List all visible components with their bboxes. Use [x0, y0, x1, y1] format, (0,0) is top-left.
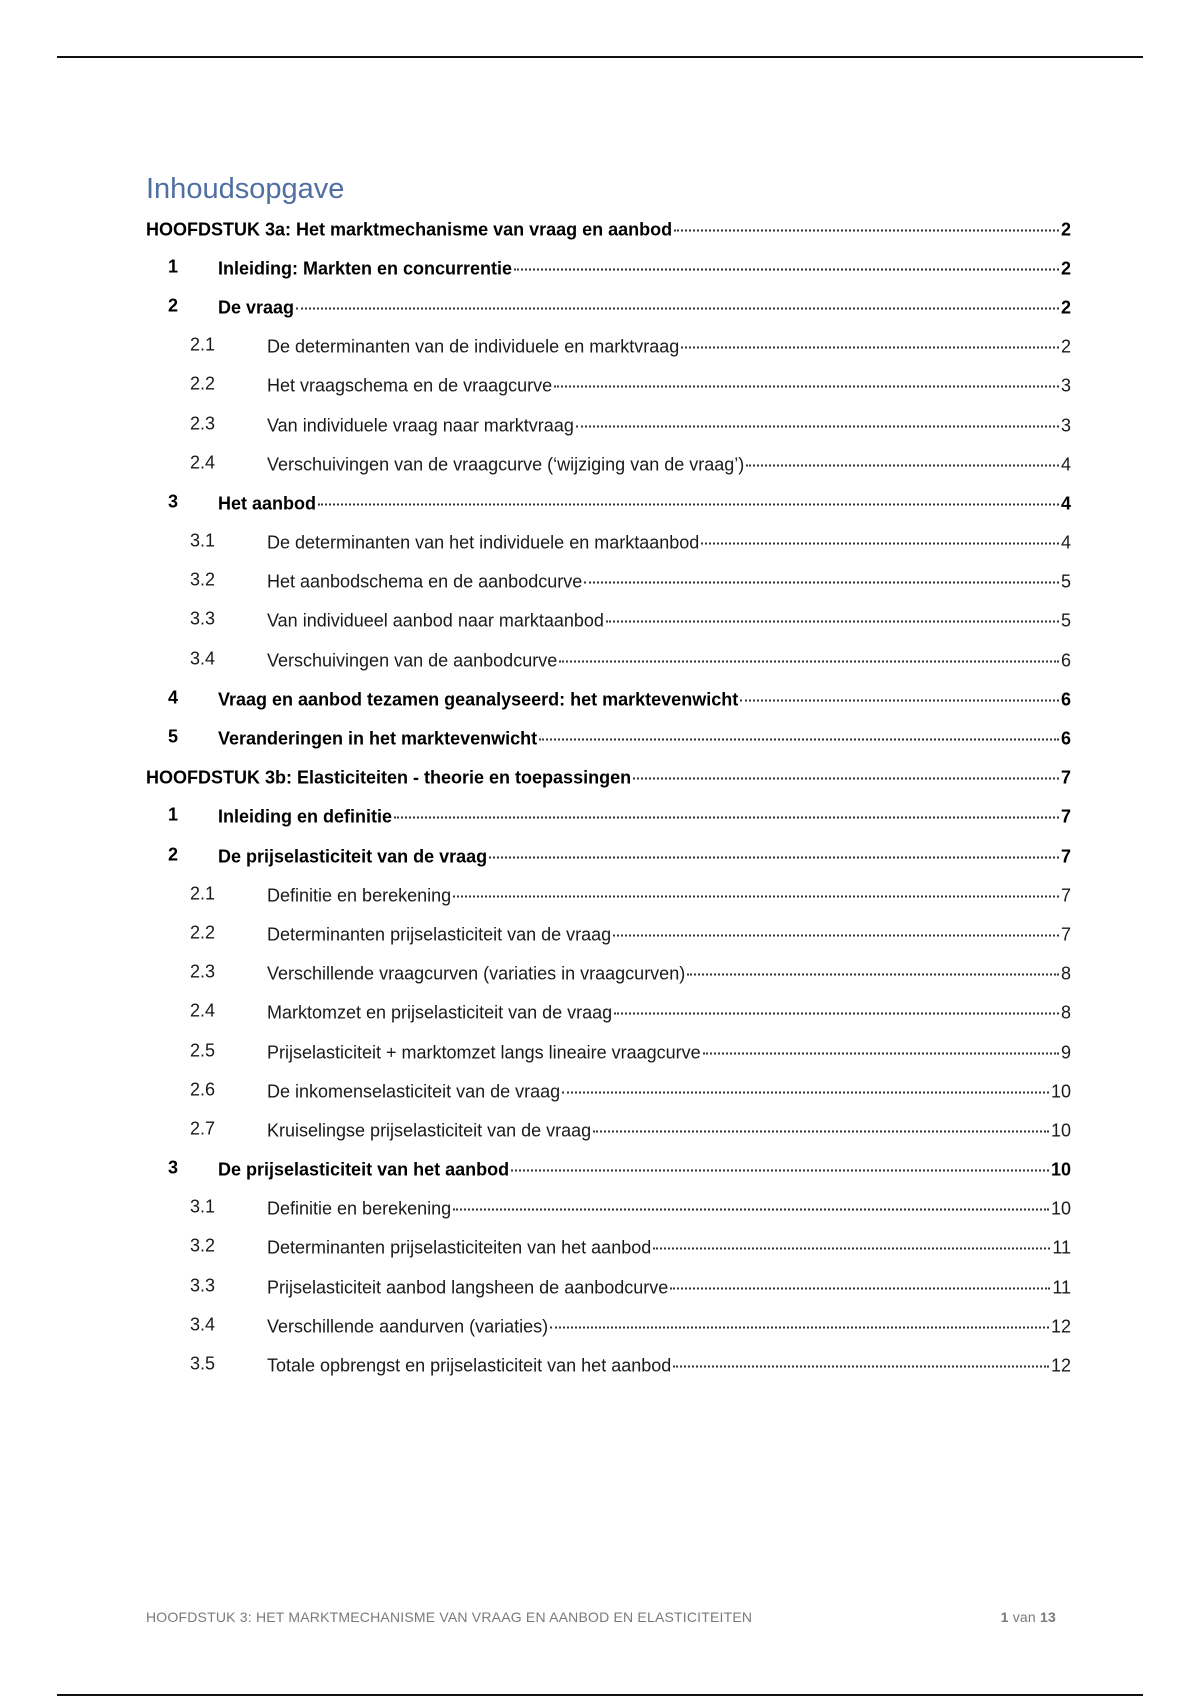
toc-entry-number: 2.3 — [190, 413, 216, 434]
toc-entry-number: 4 — [168, 687, 179, 708]
toc-dot-leader — [559, 642, 1059, 662]
toc-entry-number: 3.5 — [190, 1353, 216, 1374]
toc-entry-label[interactable]: De inkomenselasticiteit van de vraag — [267, 1081, 561, 1102]
toc-entry[interactable] — [146, 1109, 1071, 1148]
toc-dot-leader — [673, 1348, 1049, 1368]
toc-dot-leader — [453, 1191, 1049, 1211]
toc-entry[interactable] — [146, 600, 1071, 639]
toc-entry-label[interactable]: Kruiselingse prijselasticiteit van de vraag — [267, 1120, 592, 1141]
toc-entry-page[interactable]: 4 — [1060, 454, 1071, 475]
toc-entry-label[interactable]: Prijselasticiteit + marktomzet langs lineaire vraagcurve — [267, 1042, 701, 1063]
toc-entry-label[interactable]: Verschuivingen van de vraagcurve (‘wijziging van de vraag’) — [267, 454, 745, 475]
toc-entry-page[interactable]: 12 — [1050, 1316, 1071, 1337]
toc-entry-label[interactable]: Van individueel aanbod naar marktaanbod — [267, 610, 604, 631]
toc-entry[interactable] — [146, 1070, 1071, 1109]
toc-entry-label[interactable]: Definitie en berekening — [267, 885, 452, 906]
toc-entry-number: 3.4 — [190, 1314, 216, 1335]
toc-dot-leader — [703, 1034, 1059, 1054]
footer-page-total: 13 — [1040, 1609, 1056, 1625]
toc-entry-label[interactable]: Marktomzet en prijselasticiteit van de vraag — [267, 1002, 613, 1023]
toc-entry-number: 3 — [168, 1157, 179, 1178]
toc-entry[interactable] — [146, 443, 1071, 482]
toc-entry-page[interactable]: 7 — [1060, 924, 1071, 945]
toc-entry-page[interactable]: 12 — [1050, 1355, 1071, 1376]
toc-entry-page[interactable]: 2 — [1060, 219, 1071, 240]
toc-entry-page[interactable]: 8 — [1060, 1002, 1071, 1023]
toc-entry-page[interactable]: 4 — [1060, 493, 1071, 514]
toc-entry[interactable] — [146, 1188, 1071, 1227]
toc-entry-number: 1 — [168, 804, 179, 825]
toc-dot-leader — [296, 289, 1059, 309]
toc-entry-label[interactable]: Het vraagschema en de vraagcurve — [267, 375, 553, 396]
toc-entry-number: 3.1 — [190, 1196, 216, 1217]
toc-entry-number: 2 — [168, 844, 179, 865]
toc-entry[interactable] — [146, 992, 1071, 1031]
toc-entry-page[interactable]: 5 — [1060, 610, 1071, 631]
toc-dot-leader — [453, 877, 1059, 897]
toc-entry-label[interactable]: Totale opbrengst en prijselasticiteit van het aanbod — [267, 1355, 672, 1376]
toc-entry-page[interactable]: 10 — [1050, 1198, 1071, 1219]
toc-dot-leader — [614, 995, 1059, 1015]
table-of-contents — [146, 172, 1071, 1384]
toc-entry-page[interactable]: 6 — [1060, 728, 1071, 749]
footer-page-current: 1 — [1000, 1609, 1009, 1625]
toc-entry-number: 2.7 — [190, 1118, 216, 1139]
toc-dot-leader — [740, 681, 1059, 701]
toc-entry-number: 3.2 — [190, 569, 216, 590]
toc-dot-leader — [593, 1112, 1049, 1132]
toc-entry-label[interactable]: Vraag en aanbod tezamen geanalyseerd: het marktevenwicht — [218, 689, 739, 710]
toc-entry[interactable] — [146, 286, 1071, 325]
toc-entry[interactable] — [146, 835, 1071, 874]
toc-dot-leader — [633, 760, 1059, 780]
toc-entry[interactable] — [146, 1227, 1071, 1266]
footer-page-number — [1001, 1609, 1056, 1625]
toc-entry[interactable] — [146, 796, 1071, 835]
toc-entry-page[interactable]: 10 — [1050, 1120, 1071, 1141]
toc-entry-label[interactable]: Definitie en berekening — [267, 1198, 452, 1219]
toc-entry[interactable] — [146, 561, 1071, 600]
toc-entry[interactable] — [146, 326, 1071, 365]
toc-dot-leader — [550, 1308, 1049, 1328]
toc-entry[interactable] — [146, 404, 1071, 443]
header-rule — [57, 56, 1143, 58]
toc-dot-leader — [318, 485, 1059, 505]
toc-entry[interactable] — [146, 247, 1071, 286]
footer-chapter-title: HOOFDSTUK 3: HET MARKTMECHANISME VAN VRAAG EN AANBOD EN ELASTICITEITEN — [146, 1609, 753, 1625]
toc-entry-label[interactable]: Het aanbodschema en de aanbodcurve — [267, 571, 583, 592]
toc-entry[interactable] — [146, 639, 1071, 678]
toc-entry-page[interactable]: 7 — [1060, 846, 1071, 867]
toc-entry-label[interactable]: De prijselasticiteit van het aanbod — [218, 1159, 510, 1180]
toc-entry-number: 2 — [168, 295, 179, 316]
toc-dot-leader — [674, 211, 1059, 231]
toc-entry-number: 3.1 — [190, 530, 216, 551]
toc-entry-label[interactable]: De determinanten van het individuele en marktaanbod — [267, 532, 700, 553]
toc-entry[interactable] — [146, 874, 1071, 913]
toc-entry[interactable] — [146, 208, 1071, 247]
toc-entry-number: 2.2 — [190, 373, 216, 394]
toc-entry[interactable] — [146, 482, 1071, 521]
toc-entry-label[interactable]: Verschillende aandurven (variaties) — [267, 1316, 549, 1337]
toc-entry-label[interactable]: Veranderingen in het marktevenwicht — [218, 728, 538, 749]
toc-entry-number: 1 — [168, 256, 179, 277]
toc-entry[interactable] — [146, 1031, 1071, 1070]
toc-entry-page[interactable]: 7 — [1060, 885, 1071, 906]
toc-entry-number: 2.1 — [190, 883, 216, 904]
toc-entry[interactable] — [146, 1149, 1071, 1188]
toc-entry-page[interactable]: 2 — [1060, 297, 1071, 318]
toc-entry[interactable] — [146, 1305, 1071, 1344]
toc-dot-leader — [554, 368, 1059, 388]
toc-entry-page[interactable]: 10 — [1050, 1159, 1071, 1180]
toc-dot-leader — [394, 799, 1059, 819]
toc-entry-page[interactable]: 2 — [1060, 258, 1071, 279]
toc-dot-leader — [584, 564, 1059, 584]
toc-entry[interactable] — [146, 1344, 1071, 1383]
toc-entry-page[interactable]: 6 — [1060, 689, 1071, 710]
toc-entry-number: 2.3 — [190, 961, 216, 982]
toc-entry-label[interactable]: Verschuivingen van de aanbodcurve — [267, 650, 558, 671]
toc-dot-leader — [681, 329, 1059, 349]
toc-entry-label[interactable]: Determinanten prijselasticiteit van de vraag — [267, 924, 612, 945]
toc-entry-label[interactable]: Determinanten prijselasticiteiten van het aanbod — [267, 1237, 652, 1258]
toc-entry-page[interactable]: 10 — [1050, 1081, 1071, 1102]
toc-entry-number: 2.4 — [190, 452, 216, 473]
toc-entry-page[interactable]: 5 — [1060, 571, 1071, 592]
footer-page-sep: van — [1012, 1609, 1036, 1625]
toc-entry-number: 5 — [168, 726, 179, 747]
toc-entry-label[interactable]: Verschillende vraagcurven (variaties in vraagcurven) — [267, 963, 686, 984]
toc-entry-page[interactable]: 7 — [1060, 806, 1071, 827]
toc-entry[interactable] — [146, 365, 1071, 404]
toc-dot-leader — [606, 603, 1059, 623]
toc-entry-number: 2.1 — [190, 334, 216, 355]
toc-dot-leader — [562, 1073, 1049, 1093]
toc-entry-number: 3.2 — [190, 1235, 216, 1256]
toc-title: Inhoudsopgave — [146, 173, 345, 205]
toc-dot-leader — [653, 1230, 1050, 1250]
toc-entry-page[interactable]: 3 — [1060, 375, 1071, 396]
toc-entry-label[interactable]: Inleiding: Markten en concurrentie — [218, 258, 513, 279]
toc-entry-label[interactable]: HOOFDSTUK 3b: Elasticiteiten - theorie en toepassingen — [146, 767, 632, 788]
toc-entry-label[interactable]: Van individuele vraag naar marktvraag — [267, 415, 574, 436]
toc-entry-page[interactable]: 9 — [1060, 1042, 1071, 1063]
toc-entry-label[interactable]: De determinanten van de individuele en marktvraag — [267, 336, 680, 357]
toc-entry-number: 2.4 — [190, 1000, 216, 1021]
toc-dot-leader — [613, 916, 1059, 936]
toc-dot-leader — [539, 721, 1059, 741]
toc-entry-label[interactable]: HOOFDSTUK 3a: Het marktmechanisme van vraag en aanbod — [146, 219, 673, 240]
toc-entry-label[interactable]: Inleiding en definitie — [218, 806, 393, 827]
toc-entry-number: 3.4 — [190, 648, 216, 669]
toc-entry[interactable] — [146, 913, 1071, 952]
toc-dot-leader — [670, 1269, 1050, 1289]
toc-entry-page[interactable]: 4 — [1060, 532, 1071, 553]
toc-entry-label[interactable]: De prijselasticiteit van de vraag — [218, 846, 488, 867]
toc-entry[interactable] — [146, 717, 1071, 756]
toc-entry-number: 2.5 — [190, 1040, 216, 1061]
toc-entry[interactable] — [146, 522, 1071, 561]
toc-entry[interactable] — [146, 1266, 1071, 1305]
toc-entry-number: 3.3 — [190, 608, 216, 629]
toc-entry-number: 2.6 — [190, 1079, 216, 1100]
toc-entry-label[interactable]: De vraag — [218, 297, 295, 318]
toc-dot-leader — [701, 525, 1059, 545]
toc-entry[interactable] — [146, 678, 1071, 717]
toc-entry-number: 3 — [168, 491, 179, 512]
toc-entries — [146, 208, 1071, 1384]
toc-entry-number: 3.3 — [190, 1275, 216, 1296]
toc-dot-leader — [514, 250, 1059, 270]
toc-dot-leader — [576, 407, 1059, 427]
toc-entry-page[interactable]: 3 — [1060, 415, 1071, 436]
toc-entry-number: 2.2 — [190, 922, 216, 943]
footer-rule — [57, 1694, 1143, 1696]
toc-entry-label[interactable]: Prijselasticiteit aanbod langsheen de aanbodcurve — [267, 1277, 669, 1298]
toc-entry-page[interactable]: 7 — [1060, 767, 1071, 788]
toc-dot-leader — [746, 446, 1059, 466]
toc-entry-page[interactable]: 6 — [1060, 650, 1071, 671]
toc-entry-page[interactable]: 2 — [1060, 336, 1071, 357]
toc-dot-leader — [687, 956, 1059, 976]
toc-entry-page[interactable]: 11 — [1052, 1277, 1071, 1298]
toc-entry-label[interactable]: Het aanbod — [218, 493, 317, 514]
toc-entry-page[interactable]: 11 — [1052, 1237, 1071, 1258]
toc-entry[interactable] — [146, 953, 1071, 992]
toc-entry-page[interactable]: 8 — [1060, 963, 1071, 984]
toc-entry[interactable] — [146, 757, 1071, 796]
toc-dot-leader — [489, 838, 1059, 858]
toc-dot-leader — [511, 1152, 1049, 1172]
